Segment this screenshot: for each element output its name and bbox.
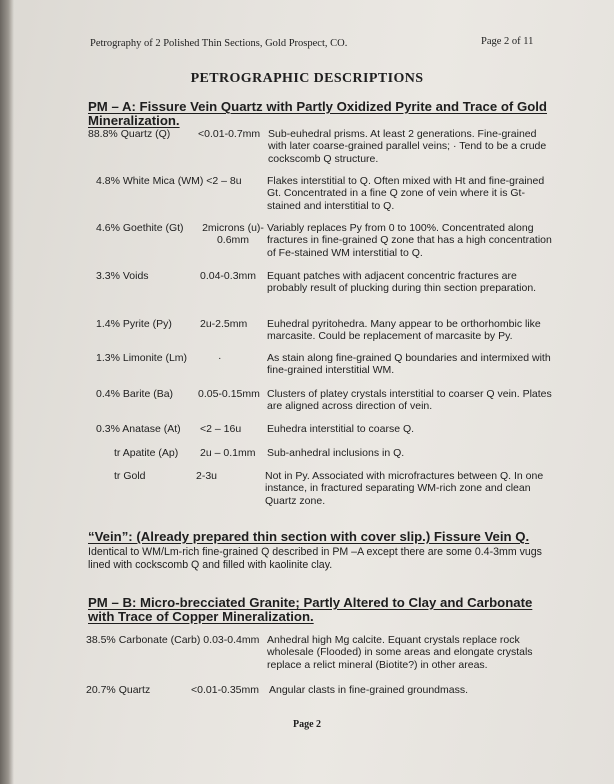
mineral-description: Variably replaces Py from 0 to 100%. Concentrated along fractures in fine-grained Q zone that has a high concentration of Fe-stained WM interstitial to Q.: [267, 222, 552, 259]
header-page-number: Page 2 of 11: [481, 36, 534, 47]
mineral-description: Flakes interstitial to Q. Often mixed with Ht and fine-grained Gt. Concentrated in a fine Q zone of vein where it is Gt-stained and interstitial to Q.: [267, 175, 545, 212]
mineral-name: 1.3% Limonite (Lm): [96, 352, 188, 364]
grain-size: <0.01-0.35mm: [191, 684, 259, 696]
mineral-description: Sub-euhedral prisms. At least 2 generations. Fine-grained with later coarse-grained parallel veins; · Tend to be a crude cockscomb Q structure.: [268, 128, 547, 165]
mineral-name: tr Gold: [114, 470, 146, 482]
section-b-title: PM – B: Micro-brecciated Granite; Partly Altered to Clay and Carbonate with Trace of Copper Mineralization.: [88, 595, 533, 624]
mineral-description: Euhedra interstitial to coarse Q.: [267, 423, 415, 435]
vein-section-text: Identical to WM/Lm-rich fine-grained Q described in PM –A except there are some 0.4-3mm vugs lined with cockscomb Q and filled with kaolinite clay.: [88, 546, 542, 571]
mineral-description: Not in Py. Associated with microfractures between Q. In one instance, in fractured separating WM-rich zone and clean Quartz zone.: [265, 470, 544, 507]
mineral-name: tr Apatite (Ap): [114, 447, 179, 459]
grain-size: 2u – 0.1mm: [200, 447, 256, 459]
grain-size: <2 – 16u: [200, 423, 242, 435]
grain-size: 0.04-0.3mm: [200, 270, 257, 282]
binding-edge: [0, 0, 14, 784]
vein-section-title: “Vein”: (Already prepared thin section with cover slip.) Fissure Vein Q.: [88, 529, 530, 544]
grain-size: 0.05-0.15mm: [198, 388, 260, 400]
grain-size: 2-3u: [196, 470, 218, 482]
header-title: Petrography of 2 Polished Thin Sections, Gold Prospect, CO.: [90, 38, 348, 49]
mineral-description: Anhedral high Mg calcite. Equant crystals replace rock wholesale (Flooded) in some areas and elongate crystals replace a relict mineral (Biotite?) in other areas.: [267, 634, 533, 671]
mineral-description: Angular clasts in fine-grained groundmass.: [269, 684, 469, 696]
mineral-name: 0.4% Barite (Ba): [96, 388, 174, 400]
page-footer: Page 2: [292, 719, 322, 730]
mineral-name: 3.3% Voids: [96, 270, 149, 282]
grain-size: 2microns (u)- 0.6mm: [202, 222, 264, 247]
grain-size: 2u-2.5mm: [200, 318, 248, 330]
mineral-description: Sub-anhedral inclusions in Q.: [267, 447, 405, 459]
mineral-name: 0.3% Anatase (At): [96, 423, 181, 435]
mineral-name: 1.4% Pyrite (Py): [96, 318, 172, 330]
grain-size: <0.01-0.7mm: [198, 128, 261, 140]
mineral-name: 4.8% White Mica (WM) <2 – 8u: [96, 175, 242, 187]
mineral-description: Clusters of platey crystals interstitial to coarser Q vein. Plates are aligned across direction of vein.: [267, 388, 552, 413]
mineral-name: 20.7% Quartz: [86, 684, 151, 696]
mineral-name: 88.8% Quartz (Q): [88, 128, 171, 140]
mineral-name: 38.5% Carbonate (Carb) 0.03-0.4mm: [86, 634, 260, 646]
mineral-description: As stain along fine-grained Q boundaries and intermixed with fine-grained interstitial WM.: [267, 352, 551, 377]
mineral-description: Equant patches with adjacent concentric fractures are probably result of plucking during thin section preparation.: [267, 270, 537, 295]
section-a-title: PM – A: Fissure Vein Quartz with Partly Oxidized Pyrite and Trace of Gold Mineralization.: [88, 99, 547, 128]
mineral-description: Euhedral pyritohedra. Many appear to be orthorhombic like marcasite. Could be replacement of marcasite by Py.: [267, 318, 541, 343]
page-title: PETROGRAPHIC DESCRIPTIONS: [190, 71, 424, 86]
grain-size: ·: [218, 352, 222, 364]
mineral-name: 4.6% Goethite (Gt): [96, 222, 184, 234]
